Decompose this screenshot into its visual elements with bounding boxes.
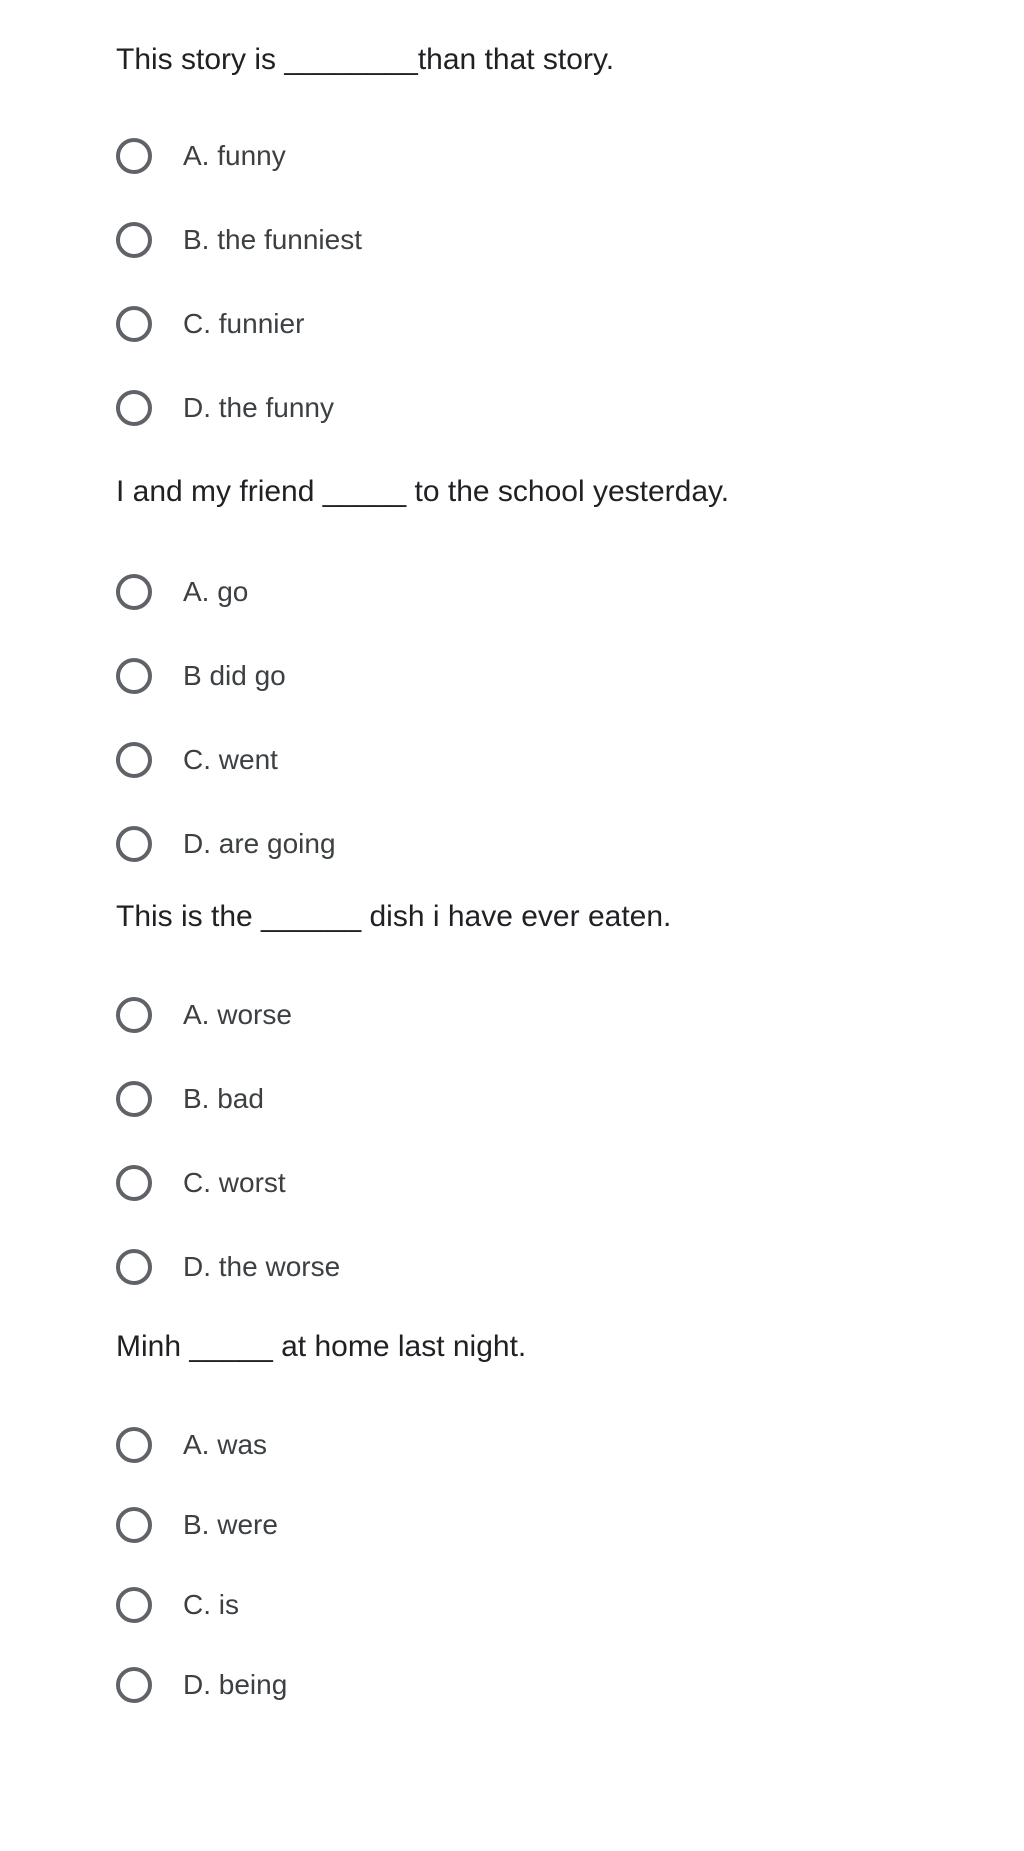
option-label: B did go [183,660,286,691]
question-title: Minh _____ at home last night. [116,1330,527,1363]
option-label: A. funny [183,140,286,171]
option-q2-b[interactable] [116,650,996,734]
option-label: D. being [183,1669,288,1700]
radio-button[interactable] [116,574,152,610]
question-title: This story is ________than that story. [116,43,615,76]
option-list [116,1419,996,1739]
option-label: A. was [183,1429,268,1460]
option-list [116,566,996,902]
option-label: A. worse [183,999,292,1030]
question-3 [116,899,996,1325]
option-label: B. were [183,1509,278,1540]
radio-button[interactable] [116,1249,152,1285]
radio-button[interactable] [116,997,152,1033]
question-4 [116,1329,996,1739]
radio-button[interactable] [116,1427,152,1463]
option-q1-d[interactable] [116,382,996,466]
question-title: I and my friend _____ to the school yesterday. [116,475,730,508]
radio-button[interactable] [116,742,152,778]
option-label: D. the funny [183,392,334,423]
radio-button[interactable] [116,1081,152,1117]
option-q3-a[interactable] [116,989,996,1073]
option-label: B. bad [183,1083,264,1114]
option-list [116,989,996,1325]
question-2 [116,474,996,902]
option-label: C. is [183,1589,239,1620]
radio-button[interactable] [116,1667,152,1703]
option-q2-c[interactable] [116,734,996,818]
option-q4-c[interactable] [116,1579,996,1659]
option-q2-a[interactable] [116,566,996,650]
radio-button[interactable] [116,390,152,426]
radio-button[interactable] [116,826,152,862]
option-label: C. worst [183,1167,286,1198]
option-q4-d[interactable] [116,1659,996,1739]
option-label: D. the worse [183,1251,341,1282]
option-label: A. go [183,576,249,607]
option-q3-c[interactable] [116,1157,996,1241]
option-q1-a[interactable] [116,130,996,214]
option-label: C. funnier [183,308,305,339]
radio-button[interactable] [116,658,152,694]
question-title: This is the ______ dish i have ever eaten. [116,900,672,933]
option-q3-b[interactable] [116,1073,996,1157]
radio-button[interactable] [116,138,152,174]
option-q4-b[interactable] [116,1499,996,1579]
option-q1-c[interactable] [116,298,996,382]
option-q2-d[interactable] [116,818,996,902]
radio-button[interactable] [116,1587,152,1623]
option-q1-b[interactable] [116,214,996,298]
radio-button[interactable] [116,306,152,342]
option-label: D. are going [183,828,336,859]
option-label: B. the funniest [183,224,363,255]
option-label: C. went [183,744,278,775]
radio-button[interactable] [116,1165,152,1201]
radio-button[interactable] [116,1507,152,1543]
option-list [116,130,996,466]
radio-button[interactable] [116,222,152,258]
option-q3-d[interactable] [116,1241,996,1325]
question-1 [116,42,996,466]
option-q4-a[interactable] [116,1419,996,1499]
